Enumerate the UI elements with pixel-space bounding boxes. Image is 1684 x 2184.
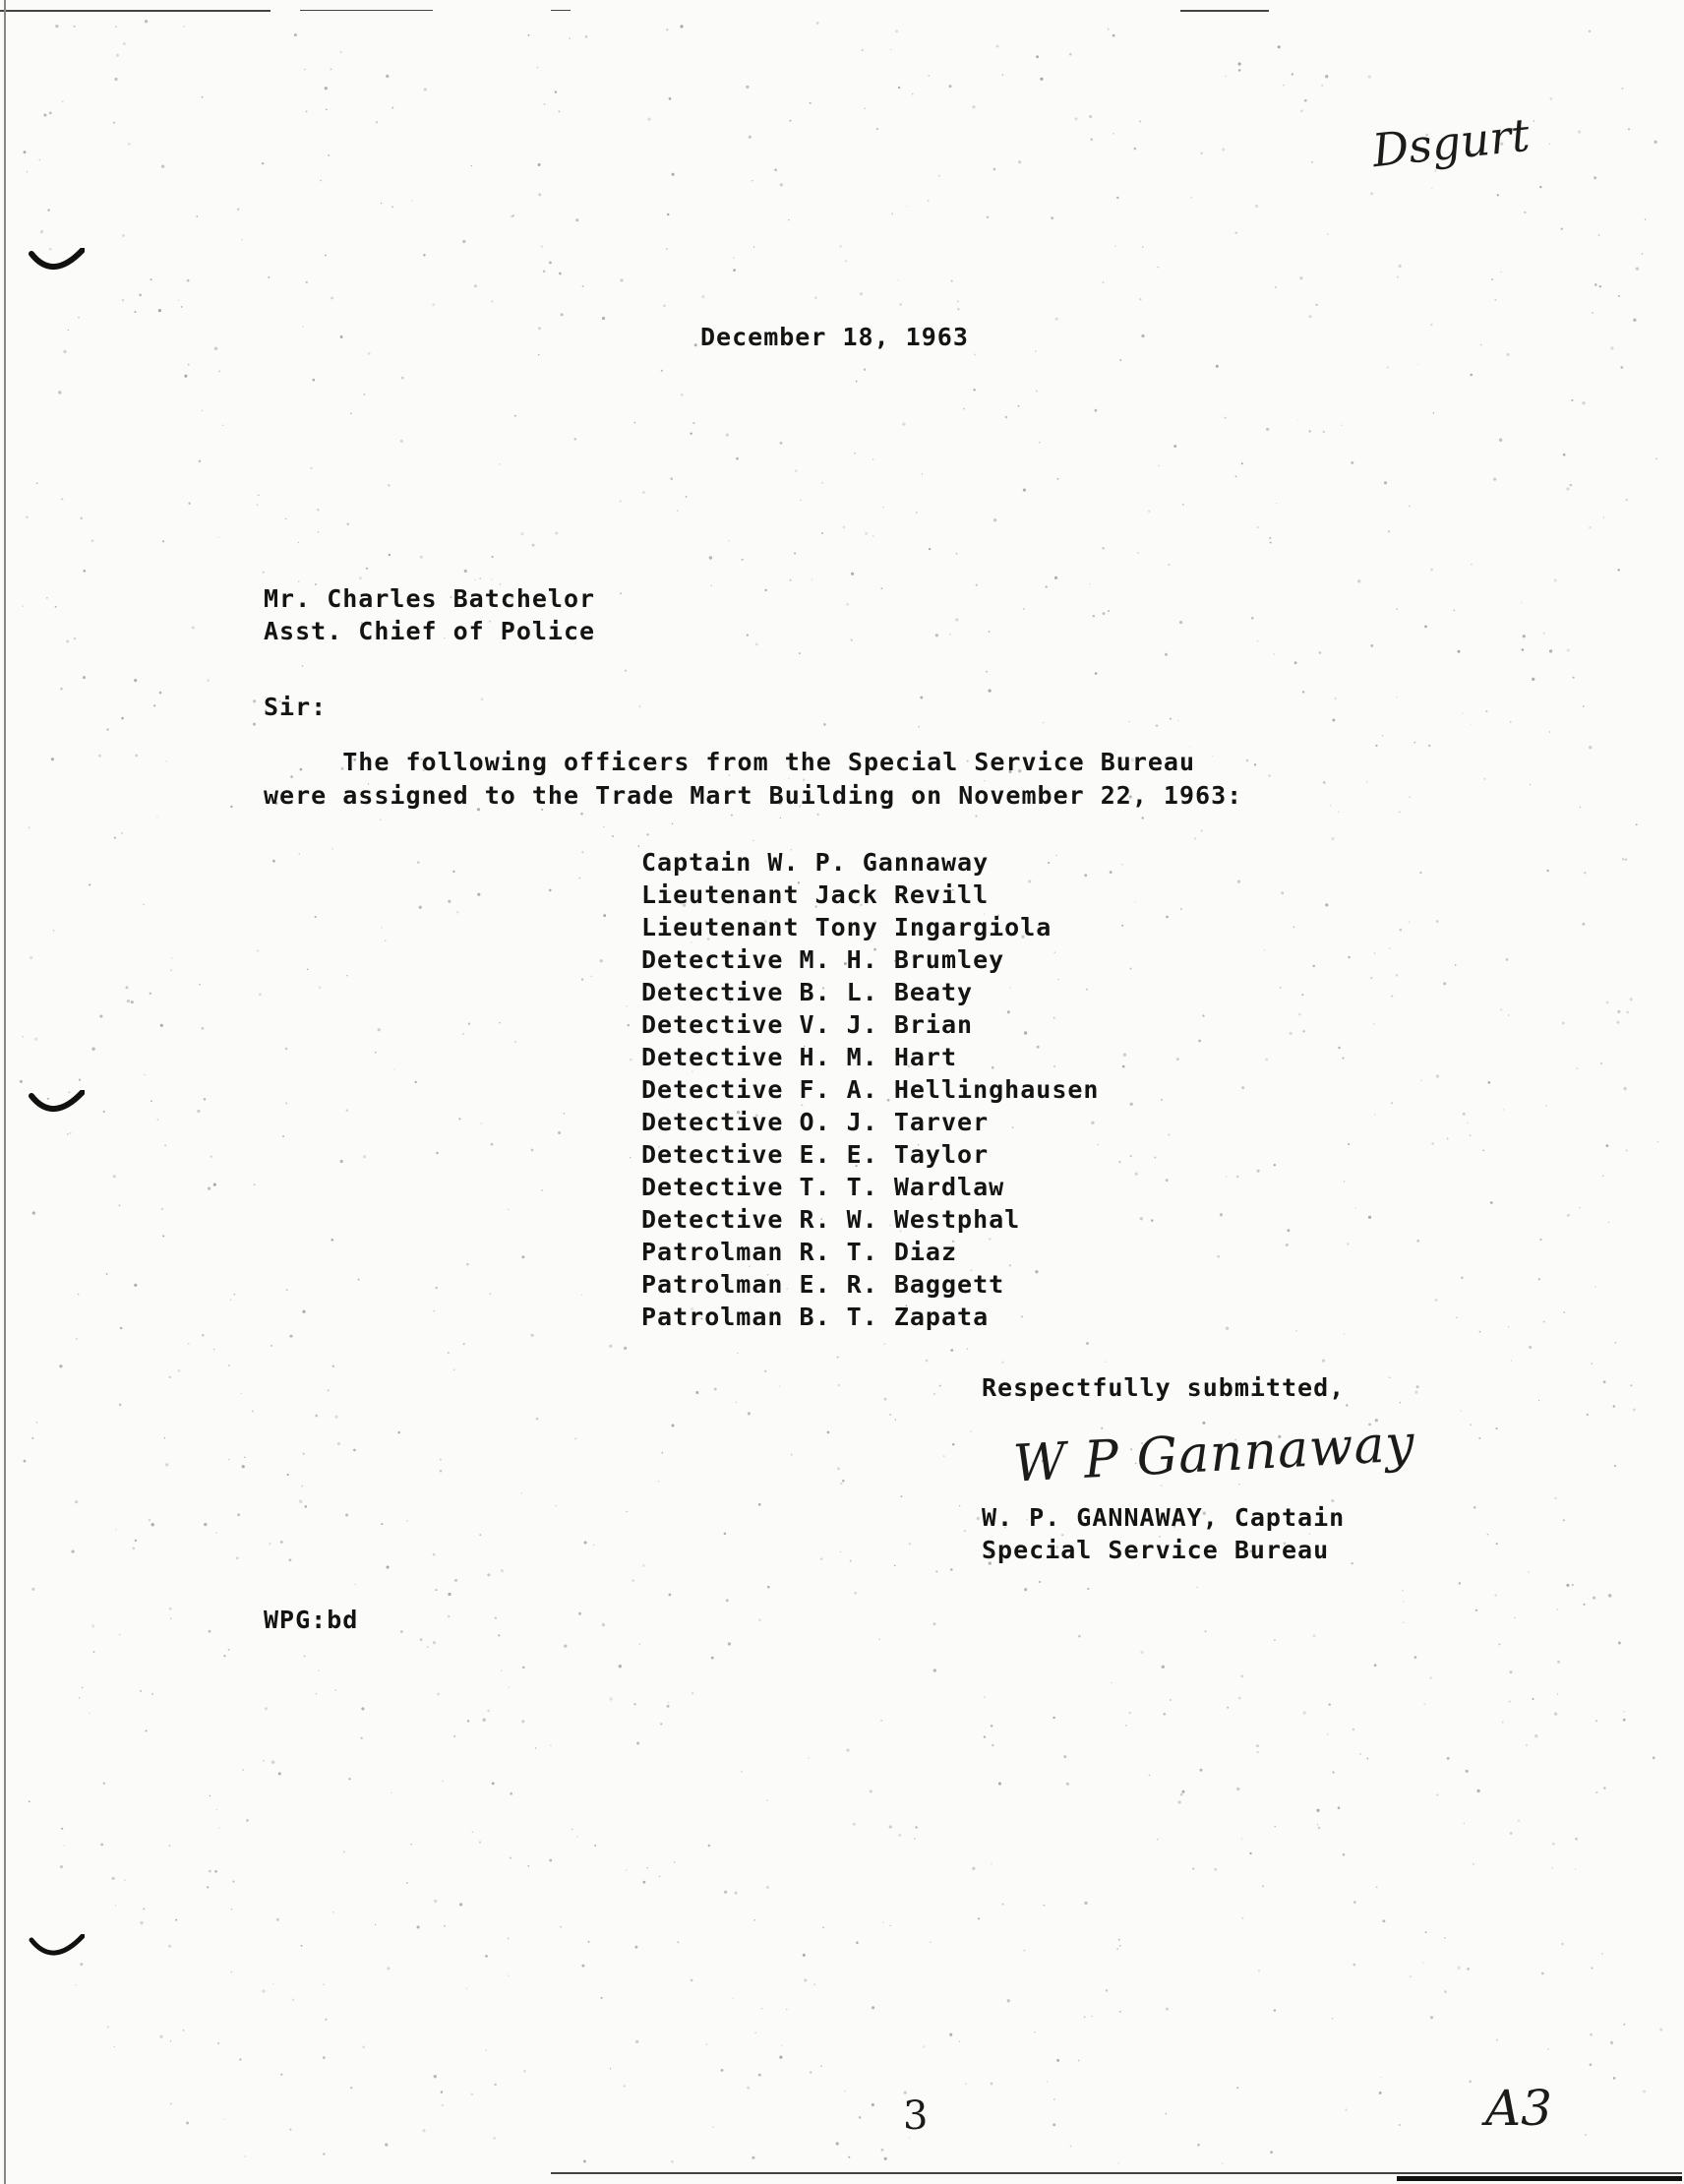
- page-tag: A3: [1485, 2080, 1552, 2137]
- left-edge-line: [4, 0, 6, 2184]
- signer-unit: Special Service Bureau: [982, 1536, 1330, 1564]
- signer-name: W. P. GANNAWAY, Captain: [982, 1503, 1346, 1532]
- page-number: 3: [903, 2093, 929, 2139]
- typist-initials: WPG:bd: [264, 1606, 359, 1634]
- officer-entry: Patrolman B. T. Zapata: [641, 1303, 990, 1331]
- letter-date: December 18, 1963: [700, 323, 969, 351]
- top-edge-line: [300, 10, 433, 11]
- officer-entry: Detective B. L. Beaty: [641, 978, 974, 1006]
- officer-entry: Detective O. J. Tarver: [641, 1108, 990, 1136]
- salutation: Sir:: [264, 693, 328, 721]
- officer-entry: Lieutenant Jack Revill: [641, 880, 990, 909]
- officer-entry: Detective R. W. Westphal: [641, 1205, 1021, 1234]
- top-edge-line: [0, 10, 271, 12]
- binder-hole-mark: [26, 248, 85, 277]
- officer-entry: Captain W. P. Gannaway: [641, 848, 990, 877]
- handwritten-signature: W P Gannaway: [1011, 1414, 1417, 1494]
- bottom-edge-line: [1397, 2176, 1682, 2181]
- officer-entry: Detective V. J. Brian: [641, 1010, 974, 1039]
- addressee-title: Asst. Chief of Police: [264, 617, 596, 645]
- top-edge-line: [1180, 10, 1269, 12]
- officer-entry: Patrolman R. T. Diaz: [641, 1238, 958, 1266]
- officer-entry: Lieutenant Tony Ingargiola: [641, 913, 1052, 941]
- officer-entry: Detective F. A. Hellinghausen: [641, 1075, 1100, 1104]
- officer-entry: Detective T. T. Wardlaw: [641, 1173, 1005, 1201]
- closing: Respectfully submitted,: [982, 1373, 1346, 1402]
- bottom-edge-line: [551, 2172, 1682, 2174]
- binder-hole-mark: [26, 1090, 85, 1120]
- handwritten-file-note: Dsgurt: [1369, 107, 1533, 178]
- officer-entry: Detective E. E. Taylor: [641, 1140, 990, 1169]
- officer-entry: Detective M. H. Brumley: [641, 945, 1005, 974]
- addressee-name: Mr. Charles Batchelor: [264, 584, 596, 613]
- body-line: were assigned to the Trade Mart Building on November 22, 1963:: [264, 781, 1243, 810]
- body-line: The following officers from the Special Service Bureau: [264, 748, 1196, 776]
- officer-entry: Patrolman E. R. Baggett: [641, 1270, 1005, 1299]
- top-edge-line: [551, 10, 571, 11]
- binder-hole-mark: [26, 1934, 85, 1964]
- officer-entry: Detective H. M. Hart: [641, 1043, 958, 1071]
